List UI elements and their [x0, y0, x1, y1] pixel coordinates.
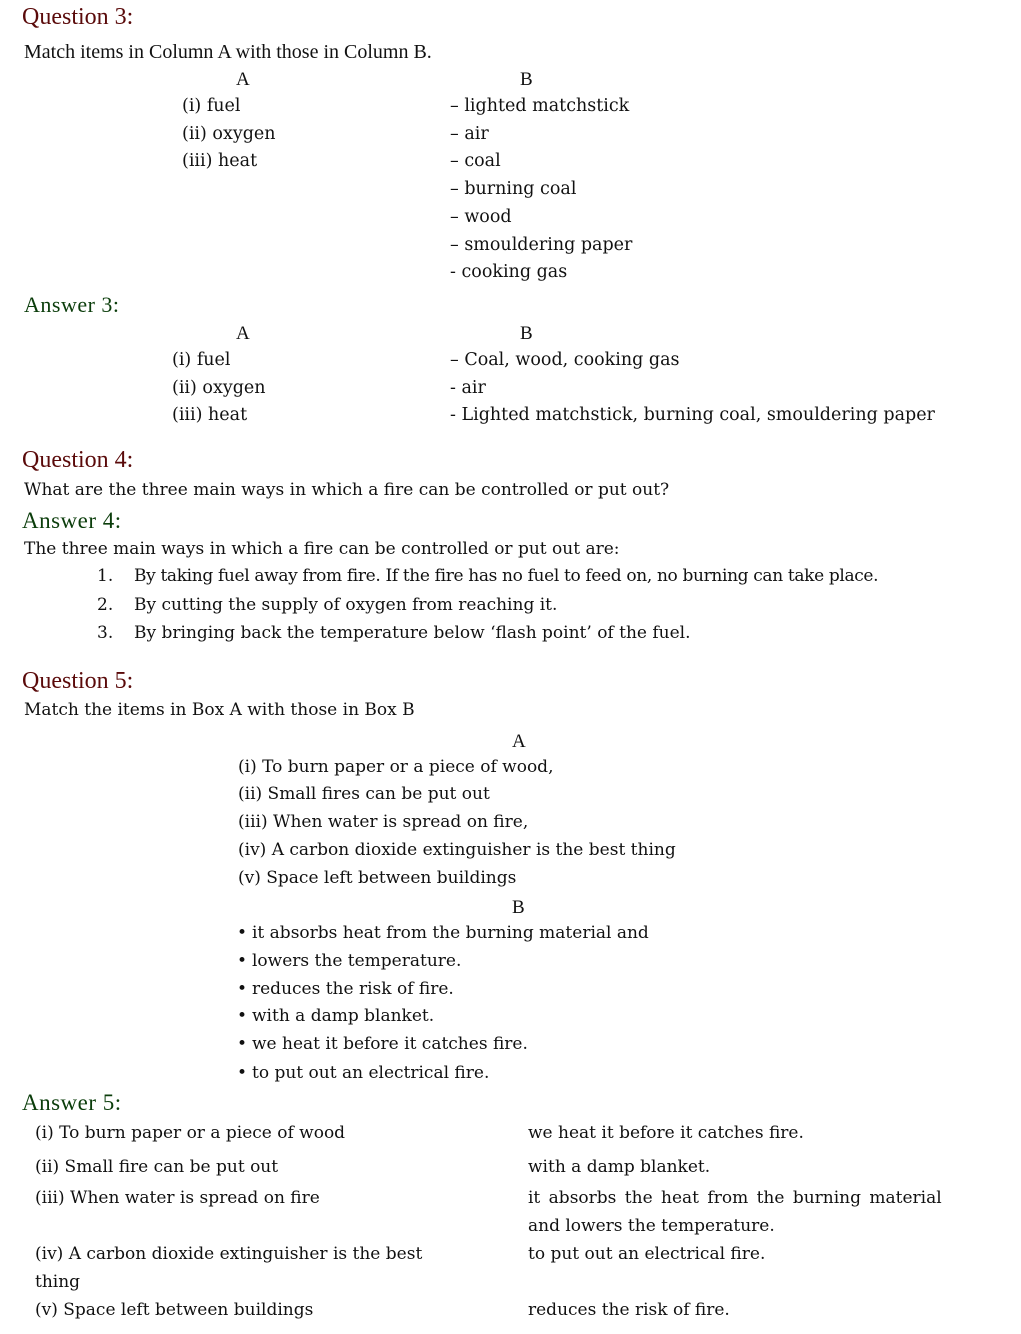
answer-5-heading: Answer 5:	[22, 1090, 122, 1115]
a5-row-a: (iii) When water is spread on fire	[35, 1188, 320, 1208]
a3-row-a: (i) fuel	[172, 350, 231, 370]
q5-box-a-item: (v) Space left between buildings	[238, 868, 517, 888]
a4-item-text: By taking fuel away from fire. If the fire has no fuel to feed on, no burning can take place.	[134, 566, 879, 586]
q5-box-a-item: (iii) When water is spread on fire,	[238, 812, 529, 832]
answer-4-heading: Answer 4:	[22, 508, 122, 533]
q3-column-b-item: – wood	[450, 207, 512, 227]
a5-row-b-continued: and lowers the temperature.	[528, 1216, 775, 1236]
q3-column-b-item: – burning coal	[450, 179, 577, 199]
a3-row-a: (ii) oxygen	[172, 378, 266, 398]
q3-column-b-item: – air	[450, 124, 489, 144]
q5-box-b-header: B	[512, 897, 525, 918]
q5-box-b-item: reduces the risk of fire.	[252, 979, 454, 999]
q5-box-a-item: (ii) Small fires can be put out	[238, 784, 490, 804]
bullet-icon: •	[237, 1063, 248, 1083]
a5-row-b: to put out an electrical fire.	[528, 1244, 766, 1264]
q3-column-b-item: - cooking gas	[450, 262, 568, 282]
a4-item-text: By cutting the supply of oxygen from reaching it.	[134, 595, 558, 615]
q3-column-b-item: – smouldering paper	[450, 235, 633, 255]
a3-row-a: (iii) heat	[172, 405, 248, 425]
a5-row-b: it absorbs the heat from the burning material	[528, 1188, 942, 1208]
q3-column-b-item: – coal	[450, 151, 501, 171]
answer-4-intro: The three main ways in which a fire can be controlled or put out are:	[24, 539, 620, 559]
q5-box-a-item: (i) To burn paper or a piece of wood,	[238, 757, 554, 777]
q5-box-a-header: A	[512, 731, 526, 752]
q3-column-b-header: B	[520, 69, 533, 90]
a4-item-number: 2.	[97, 595, 114, 615]
a5-row-b: with a damp blanket.	[528, 1157, 711, 1177]
a5-row-a: (ii) Small fire can be put out	[35, 1157, 279, 1177]
a3-column-a-header: A	[236, 323, 250, 344]
a5-row-a: (iv) A carbon dioxide extinguisher is the best	[35, 1244, 423, 1264]
a4-item-text: By bringing back the temperature below ‘flash point’ of the fuel.	[134, 623, 691, 643]
a3-row-b: – Coal, wood, cooking gas	[450, 350, 680, 370]
q5-box-b-item: with a damp blanket.	[252, 1006, 435, 1026]
bullet-icon: •	[237, 979, 248, 999]
a5-row-a-continued: thing	[35, 1272, 81, 1292]
a5-row-a: (i) To burn paper or a piece of wood	[35, 1123, 346, 1143]
q3-column-a-item: (iii) heat	[182, 151, 258, 171]
q5-box-b-item: it absorbs heat from the burning material and	[252, 923, 649, 943]
bullet-icon: •	[237, 1006, 248, 1026]
q3-column-a-header: A	[236, 69, 250, 90]
question-4-heading: Question 4:	[22, 447, 134, 473]
bullet-icon: •	[237, 923, 248, 943]
q5-box-b-item: to put out an electrical fire.	[252, 1063, 490, 1083]
q3-column-a-item: (i) fuel	[182, 96, 241, 116]
question-3-prompt: Match items in Column A with those in Column B.	[24, 41, 432, 63]
question-5-prompt: Match the items in Box A with those in Box B	[24, 700, 415, 720]
question-3-heading: Question 3:	[22, 4, 134, 30]
a3-column-b-header: B	[520, 323, 533, 344]
a4-item-number: 3.	[97, 623, 114, 643]
q5-box-b-item: lowers the temperature.	[252, 951, 462, 971]
a4-item-number: 1.	[97, 566, 114, 586]
q5-box-a-item: (iv) A carbon dioxide extinguisher is the best thing	[238, 840, 676, 860]
question-5-heading: Question 5:	[22, 668, 134, 694]
bullet-icon: •	[237, 1034, 248, 1054]
a5-row-b: reduces the risk of fire.	[528, 1300, 730, 1320]
q5-box-b-item: we heat it before it catches fire.	[252, 1034, 528, 1054]
q3-column-a-item: (ii) oxygen	[182, 124, 276, 144]
a3-row-b: - Lighted matchstick, burning coal, smouldering paper	[450, 405, 935, 425]
a5-row-b: we heat it before it catches fire.	[528, 1123, 804, 1143]
a3-row-b: - air	[450, 378, 486, 398]
bullet-icon: •	[237, 951, 248, 971]
question-4-prompt: What are the three main ways in which a fire can be controlled or put out?	[24, 480, 670, 500]
q3-column-b-item: – lighted matchstick	[450, 96, 630, 116]
answer-3-heading: Answer 3:	[24, 292, 120, 317]
a5-row-a: (v) Space left between buildings	[35, 1300, 314, 1320]
